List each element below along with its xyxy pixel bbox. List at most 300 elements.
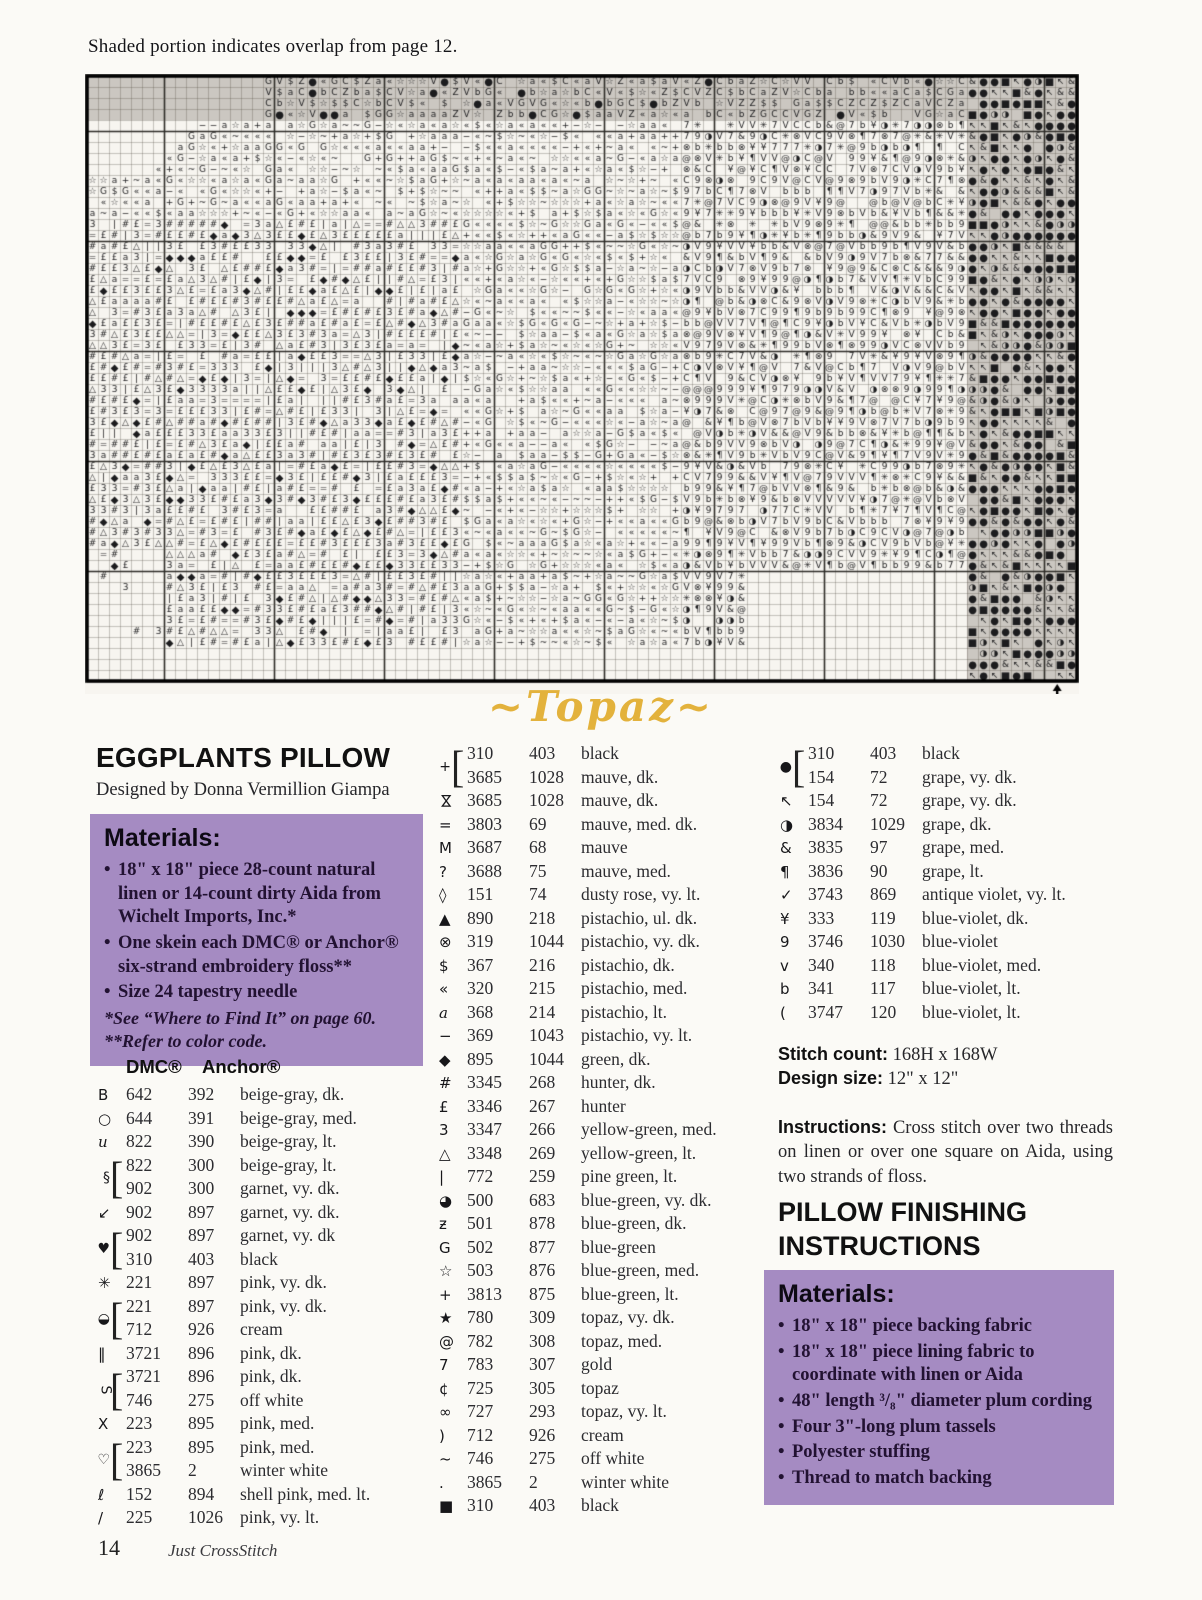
color-key-symbol-icon: § bbox=[103, 1170, 110, 1186]
anchor-number: 74 bbox=[529, 884, 547, 904]
dmc-number: 319 bbox=[467, 931, 494, 951]
finishing-materials-item: • 18" x 18" piece lining fabric to coordinate with linen or Aida bbox=[778, 1341, 1100, 1388]
anchor-number: 69 bbox=[529, 813, 547, 834]
color-key-symbol bbox=[437, 1192, 467, 1210]
dmc-number: 890 bbox=[467, 907, 494, 928]
dmc-number: 783 bbox=[467, 1354, 494, 1374]
color-key-row bbox=[126, 1178, 441, 1202]
color-key-row bbox=[437, 1025, 782, 1049]
color-key-row bbox=[437, 1260, 782, 1284]
dmc-number: 3685 bbox=[467, 766, 502, 787]
anchor-number: 307 bbox=[529, 1354, 556, 1374]
design-details bbox=[778, 1044, 1113, 1189]
dmc-number: 310 bbox=[808, 743, 835, 763]
dmc-number: 223 bbox=[126, 1413, 153, 1433]
color-name: pistachio, vy. lt. bbox=[581, 1025, 693, 1045]
color-key-symbol bbox=[96, 1241, 110, 1257]
color-key-symbol bbox=[96, 1452, 110, 1468]
dmc-number: 3865 bbox=[126, 1460, 161, 1480]
dmc-number: 369 bbox=[467, 1025, 494, 1045]
color-key-symbol-icon: ~ bbox=[439, 1450, 452, 1468]
dmc-number: 712 bbox=[467, 1424, 494, 1445]
color-key-symbol-icon: − bbox=[439, 1027, 452, 1045]
bracket-icon: [ bbox=[792, 740, 806, 792]
color-name: beige-gray, dk. bbox=[240, 1084, 345, 1104]
dmc-number: 3685 bbox=[467, 790, 502, 810]
dmc-number: 895 bbox=[467, 1048, 494, 1069]
dmc-number: 3347 bbox=[467, 1119, 502, 1139]
bracket-icon: [ bbox=[110, 1152, 124, 1203]
color-key-row bbox=[437, 1096, 782, 1120]
color-key-symbol bbox=[96, 1382, 114, 1398]
color-name: gold bbox=[581, 1354, 613, 1374]
dmc-number: 712 bbox=[126, 1319, 153, 1339]
color-key-row bbox=[778, 790, 1123, 814]
color-key-row bbox=[437, 955, 782, 979]
color-key-symbol-icon: ◆ bbox=[439, 1050, 451, 1069]
color-key-row bbox=[437, 790, 782, 814]
dmc-number: 367 bbox=[467, 954, 494, 975]
color-name: mauve, med. dk. bbox=[581, 813, 698, 834]
dmc-number: 3345 bbox=[467, 1072, 502, 1092]
color-name: topaz, med. bbox=[581, 1330, 663, 1351]
color-name: mauve, dk. bbox=[581, 766, 659, 787]
color-key-symbol-icon: S bbox=[97, 1385, 114, 1394]
anchor-number: 72 bbox=[870, 790, 888, 810]
color-key-row bbox=[437, 1143, 782, 1167]
color-name: winter white bbox=[240, 1460, 328, 1480]
dmc-number: 501 bbox=[467, 1213, 494, 1233]
color-key-symbol-icon: ○ bbox=[98, 1109, 112, 1128]
color-key-row bbox=[437, 1119, 782, 1143]
color-key-row bbox=[778, 837, 1123, 861]
color-name: green, dk. bbox=[581, 1048, 651, 1069]
color-key-symbol bbox=[96, 1274, 126, 1292]
finishing-materials-list bbox=[778, 1315, 1100, 1491]
materials-item: • Size 24 tapestry needle bbox=[104, 981, 409, 1005]
color-key-symbol-icon: ? bbox=[439, 862, 447, 881]
color-name: beige-gray, lt. bbox=[240, 1131, 337, 1151]
anchor-number: 293 bbox=[529, 1401, 556, 1421]
color-key-row bbox=[437, 1049, 782, 1073]
dmc-number: 151 bbox=[467, 884, 494, 904]
color-name: hunter, dk. bbox=[581, 1072, 656, 1092]
dmc-number: 725 bbox=[467, 1377, 494, 1398]
color-key-row bbox=[778, 884, 1123, 908]
color-name: blue-violet, lt. bbox=[922, 978, 1021, 998]
color-key-row bbox=[437, 1307, 782, 1331]
dmc-number: 822 bbox=[126, 1131, 153, 1151]
color-key-symbol-icon: ◑ bbox=[780, 815, 794, 834]
materials-footnote: **Refer to color code. bbox=[104, 1031, 267, 1052]
color-key-symbol bbox=[778, 759, 792, 775]
color-key-row bbox=[437, 884, 782, 908]
color-key-pair-row bbox=[96, 1363, 441, 1415]
color-key-symbol bbox=[778, 816, 808, 834]
color-key-row bbox=[778, 861, 1123, 885]
anchor-number: 214 bbox=[529, 1001, 556, 1022]
design-size-label: Design size: bbox=[778, 1068, 884, 1088]
color-key-row bbox=[437, 1354, 782, 1378]
anchor-number: 1026 bbox=[188, 1507, 223, 1527]
color-name: blue-violet, lt. bbox=[922, 1001, 1021, 1022]
pattern-grid-canvas bbox=[85, 74, 1079, 694]
color-key-row bbox=[96, 1202, 441, 1226]
anchor-number: 869 bbox=[870, 884, 897, 904]
color-name: winter white bbox=[581, 1471, 669, 1492]
color-key-pair-row bbox=[778, 740, 1123, 792]
anchor-number: 309 bbox=[529, 1307, 556, 1327]
color-key-symbol bbox=[437, 886, 467, 904]
color-key-symbol-icon: « bbox=[439, 980, 449, 998]
dmc-number: 502 bbox=[467, 1236, 494, 1257]
color-name: garnet, vy. dk. bbox=[240, 1178, 340, 1198]
color-key-symbol bbox=[437, 957, 467, 975]
color-key-symbol-icon: ● bbox=[779, 758, 792, 775]
anchor-number: 275 bbox=[188, 1389, 215, 1410]
color-name: hunter bbox=[581, 1095, 626, 1116]
color-key-column-2 bbox=[437, 740, 782, 1519]
color-name: pink, dk. bbox=[240, 1342, 302, 1363]
anchor-number: 275 bbox=[529, 1448, 556, 1468]
dmc-number: 3836 bbox=[808, 860, 843, 881]
anchor-number: 403 bbox=[529, 1495, 556, 1515]
color-name: grape, vy. dk. bbox=[922, 766, 1017, 787]
color-key-symbol bbox=[437, 792, 467, 810]
color-name: pistachio, ul. dk. bbox=[581, 907, 698, 928]
color-key-row bbox=[437, 1284, 782, 1308]
anchor-number: 259 bbox=[529, 1166, 556, 1186]
stitch-count-value: 168H x 168W bbox=[892, 1045, 998, 1065]
page-title: EGGPLANTS PILLOW bbox=[96, 742, 391, 773]
color-name: mauve, med. bbox=[581, 860, 671, 881]
anchor-number: 1029 bbox=[870, 813, 905, 834]
color-key-row bbox=[96, 1507, 441, 1531]
color-key-symbol bbox=[437, 1450, 467, 1468]
anchor-number: 403 bbox=[529, 743, 556, 763]
color-key-symbol-icon: u bbox=[98, 1133, 108, 1151]
dmc-number: 320 bbox=[467, 978, 494, 998]
anchor-number: 68 bbox=[529, 837, 547, 857]
dmc-number: 3687 bbox=[467, 837, 502, 857]
color-name: garnet, vy. dk. bbox=[240, 1201, 340, 1222]
color-key-symbol bbox=[96, 1311, 110, 1327]
dmc-number: 780 bbox=[467, 1307, 494, 1327]
dmc-number: 152 bbox=[126, 1483, 153, 1504]
color-key-header bbox=[96, 1056, 426, 1078]
color-key-symbol bbox=[437, 980, 467, 998]
anchor-number: 895 bbox=[188, 1413, 215, 1433]
dmc-number: 154 bbox=[808, 790, 835, 810]
color-key-symbol bbox=[778, 886, 808, 904]
dmc-number: 3348 bbox=[467, 1142, 502, 1163]
color-key-symbol bbox=[437, 1051, 467, 1069]
bracket-icon: [ bbox=[451, 740, 465, 792]
color-key-row bbox=[808, 767, 1123, 791]
color-key-symbol bbox=[778, 839, 808, 857]
anchor-number: 895 bbox=[188, 1436, 215, 1457]
color-name: beige-gray, med. bbox=[240, 1107, 357, 1128]
color-key-symbol-icon: G bbox=[439, 1238, 451, 1257]
dmc-number: 3688 bbox=[467, 860, 502, 881]
color-key-symbol bbox=[96, 1133, 126, 1151]
color-key-symbol-icon: + bbox=[439, 1285, 452, 1304]
dmc-number: 310 bbox=[467, 1495, 494, 1515]
materials-list bbox=[104, 859, 409, 1005]
materials-item: • 18" x 18" piece 28-count natural linen or 14-count dirty Aida from Wichelt Imports, Inc.* bbox=[104, 859, 409, 930]
color-key-symbol bbox=[437, 1239, 467, 1257]
color-key-symbol bbox=[778, 933, 808, 951]
color-name: black bbox=[581, 743, 619, 763]
color-name: pine green, lt. bbox=[581, 1166, 678, 1186]
color-key-pair-row bbox=[437, 740, 782, 792]
color-key-row bbox=[437, 1448, 782, 1472]
anchor-number: 1044 bbox=[529, 931, 564, 951]
color-key-symbol-icon: + bbox=[439, 758, 451, 775]
anchor-number: 403 bbox=[188, 1248, 215, 1269]
color-name: blue-violet bbox=[922, 931, 998, 951]
anchor-number: 683 bbox=[529, 1189, 556, 1210]
color-key-row bbox=[467, 743, 782, 767]
color-key-symbol bbox=[437, 1121, 467, 1139]
color-key-symbol-icon: ■ bbox=[439, 1497, 454, 1515]
anchor-header: Anchor® bbox=[202, 1056, 281, 1077]
dmc-number: 902 bbox=[126, 1178, 153, 1198]
anchor-number: 392 bbox=[188, 1084, 215, 1104]
color-name: topaz, vy. dk. bbox=[581, 1307, 675, 1327]
color-key-symbol bbox=[96, 1509, 126, 1527]
color-key-symbol-icon: ★ bbox=[439, 1309, 453, 1327]
finishing-materials-item: • Thread to match backing bbox=[778, 1467, 1100, 1491]
anchor-number: 2 bbox=[188, 1460, 197, 1480]
color-key-symbol bbox=[437, 1497, 467, 1515]
dmc-number: 310 bbox=[467, 743, 494, 763]
materials-box bbox=[90, 814, 423, 1066]
color-name: grape, lt. bbox=[922, 860, 984, 881]
dmc-number: 341 bbox=[808, 978, 835, 998]
color-key-symbol bbox=[778, 910, 808, 928]
color-key-symbol-icon: 3 bbox=[439, 1121, 449, 1139]
dmc-number: 154 bbox=[808, 766, 835, 787]
color-key-symbol-icon: 7 bbox=[439, 1356, 449, 1374]
color-key-symbol-icon: ¥ bbox=[780, 909, 790, 928]
color-key-symbol bbox=[778, 980, 808, 998]
color-name: black bbox=[581, 1495, 619, 1515]
instructions-text: Cross stitch over two threads on linen or over one square on Aida, using two strands of floss. bbox=[778, 1118, 1114, 1187]
color-key-symbol bbox=[778, 792, 808, 810]
color-name: yellow-green, lt. bbox=[581, 1142, 697, 1163]
color-name: blue-violet, dk. bbox=[922, 907, 1029, 928]
color-key-symbol-icon: ƶ bbox=[439, 1215, 447, 1233]
color-name: pistachio, vy. dk. bbox=[581, 931, 700, 951]
color-key-symbol bbox=[96, 1086, 126, 1104]
color-name: cream bbox=[240, 1319, 283, 1339]
anchor-number: 403 bbox=[870, 743, 897, 763]
color-name: garnet, vy. dk bbox=[240, 1225, 336, 1245]
color-key-symbol-icon: 9 bbox=[780, 933, 790, 951]
color-name: grape, vy. dk. bbox=[922, 790, 1017, 810]
color-key-row bbox=[437, 908, 782, 932]
color-key-row bbox=[778, 814, 1123, 838]
color-key-symbol-icon: ) bbox=[439, 1426, 445, 1445]
color-key-symbol-icon: ↖ bbox=[780, 792, 793, 810]
color-key-symbol bbox=[437, 1333, 467, 1351]
color-key-row bbox=[437, 1331, 782, 1355]
color-key-symbol bbox=[437, 1145, 467, 1163]
color-key-row bbox=[437, 1237, 782, 1261]
dmc-number: 340 bbox=[808, 954, 835, 975]
dmc-number: 3813 bbox=[467, 1283, 502, 1304]
color-name: pistachio, dk. bbox=[581, 954, 675, 975]
color-key-symbol bbox=[437, 1074, 467, 1092]
color-name: pink, med. bbox=[240, 1413, 315, 1433]
anchor-number: 897 bbox=[188, 1272, 215, 1292]
dmc-number: 225 bbox=[126, 1507, 153, 1527]
instructions-label: Instructions: bbox=[778, 1117, 888, 1137]
dmc-number: 644 bbox=[126, 1107, 153, 1128]
cross-stitch-chart bbox=[85, 74, 1079, 694]
color-key-symbol bbox=[437, 1215, 467, 1233]
dmc-number: 746 bbox=[467, 1448, 494, 1468]
color-key-symbol-icon: $ bbox=[439, 956, 449, 975]
color-key-symbol-icon: △ bbox=[439, 1144, 451, 1163]
anchor-number: 218 bbox=[529, 907, 556, 928]
color-key-symbol bbox=[96, 1170, 110, 1186]
dmc-number: 3747 bbox=[808, 1001, 843, 1022]
color-key-row bbox=[778, 978, 1123, 1002]
color-key-symbol-icon: = bbox=[439, 815, 452, 834]
color-key-symbol-icon: ⋈ bbox=[437, 793, 456, 809]
color-key-symbol-icon: ( bbox=[780, 1003, 786, 1022]
overlap-note: Shaded portion indicates overlap from page 12. bbox=[88, 36, 458, 57]
materials-footnotes bbox=[104, 1007, 409, 1054]
color-name: off white bbox=[240, 1389, 304, 1410]
color-name: blue-violet, med. bbox=[922, 954, 1042, 975]
color-key-symbol-icon: v bbox=[780, 956, 789, 975]
anchor-number: 300 bbox=[188, 1178, 215, 1198]
anchor-number: 90 bbox=[870, 860, 888, 881]
color-key-symbol-icon: @ bbox=[439, 1332, 454, 1351]
finishing-materials-item: • Four 3"-long plum tassels bbox=[778, 1416, 1100, 1440]
anchor-number: 897 bbox=[188, 1295, 215, 1316]
anchor-number: 308 bbox=[529, 1330, 556, 1351]
dmc-number: 3721 bbox=[126, 1342, 161, 1363]
anchor-number: 266 bbox=[529, 1119, 556, 1139]
color-key-symbol-icon: ℓ bbox=[98, 1485, 105, 1504]
finishing-materials-heading: Materials: bbox=[778, 1280, 895, 1308]
color-key-symbol bbox=[96, 1204, 126, 1222]
color-key-symbol bbox=[437, 933, 467, 951]
dmc-number: 822 bbox=[126, 1154, 153, 1175]
dmc-number: 333 bbox=[808, 907, 835, 928]
dmc-number: 221 bbox=[126, 1272, 153, 1292]
color-name: pistachio, lt. bbox=[581, 1001, 668, 1022]
color-name: shell pink, med. lt. bbox=[240, 1483, 371, 1504]
anchor-number: 300 bbox=[188, 1154, 215, 1175]
color-key-symbol-icon: | bbox=[439, 1168, 445, 1186]
color-key-symbol bbox=[96, 1486, 126, 1504]
color-key-row bbox=[126, 1319, 441, 1343]
dmc-number: 500 bbox=[467, 1189, 494, 1210]
color-key-symbol bbox=[778, 1004, 808, 1022]
anchor-number: 894 bbox=[188, 1483, 215, 1504]
bracket-icon: [ bbox=[110, 1434, 124, 1485]
color-key-row bbox=[437, 1401, 782, 1425]
color-key-row bbox=[126, 1249, 441, 1273]
anchor-number: 120 bbox=[870, 1001, 897, 1022]
color-key-pair-row bbox=[96, 1293, 441, 1344]
color-key-pair-row bbox=[96, 1152, 441, 1203]
color-name: black bbox=[922, 743, 960, 763]
color-key-symbol bbox=[437, 1309, 467, 1327]
color-key-symbol-icon: ◕ bbox=[439, 1191, 453, 1210]
anchor-number: 875 bbox=[529, 1283, 556, 1304]
color-key-row bbox=[437, 978, 782, 1002]
color-key-symbol-icon: ↙ bbox=[98, 1203, 111, 1222]
color-name: grape, dk. bbox=[922, 813, 992, 834]
color-key-symbol bbox=[437, 863, 467, 881]
anchor-number: 72 bbox=[870, 766, 888, 787]
color-key-row bbox=[467, 767, 782, 791]
anchor-number: 897 bbox=[188, 1201, 215, 1222]
dmc-number: 902 bbox=[126, 1201, 153, 1222]
dmc-number: 368 bbox=[467, 1001, 494, 1022]
color-key-row bbox=[96, 1484, 441, 1508]
color-name: topaz bbox=[581, 1377, 619, 1398]
color-name: beige-gray, lt. bbox=[240, 1154, 337, 1175]
color-key-symbol-icon: M bbox=[439, 839, 452, 857]
stitch-count-label: Stitch count: bbox=[778, 1044, 888, 1064]
dmc-number: 3803 bbox=[467, 813, 502, 834]
color-name: dusty rose, vy. lt. bbox=[581, 884, 701, 904]
color-key-row bbox=[437, 837, 782, 861]
color-key-symbol bbox=[437, 1474, 467, 1492]
materials-footnote: *See “Where to Find It” on page 60. bbox=[104, 1008, 377, 1029]
anchor-number: 117 bbox=[870, 978, 896, 998]
finishing-materials-item: • 18" x 18" piece backing fabric bbox=[778, 1315, 1100, 1339]
color-name: antique violet, vy. lt. bbox=[922, 884, 1066, 904]
color-key-row bbox=[96, 1108, 441, 1132]
color-name: cream bbox=[581, 1424, 624, 1445]
magazine-name: Just CrossStitch bbox=[168, 1541, 278, 1560]
dmc-number: 223 bbox=[126, 1436, 153, 1457]
anchor-number: 305 bbox=[529, 1377, 556, 1398]
color-name: blue-green, med. bbox=[581, 1260, 700, 1280]
color-key-row bbox=[437, 814, 782, 838]
anchor-number: 269 bbox=[529, 1142, 556, 1163]
color-key-symbol-icon: ✳ bbox=[98, 1274, 111, 1292]
dmc-header: DMC® bbox=[126, 1056, 182, 1077]
anchor-number: 897 bbox=[188, 1225, 215, 1245]
color-key-symbol bbox=[778, 863, 808, 881]
anchor-number: 926 bbox=[188, 1319, 215, 1339]
anchor-number: 119 bbox=[870, 907, 896, 928]
color-key-column-1 bbox=[96, 1084, 441, 1531]
color-key-row bbox=[778, 1002, 1123, 1026]
color-name: pink, vy. dk. bbox=[240, 1272, 327, 1292]
anchor-number: 216 bbox=[529, 954, 556, 975]
color-key-row bbox=[778, 955, 1123, 979]
bracket-icon: [ bbox=[110, 1222, 124, 1274]
anchor-number: 876 bbox=[529, 1260, 556, 1280]
designer-byline: Designed by Donna Vermillion Giampa bbox=[96, 780, 390, 800]
anchor-number: 267 bbox=[529, 1095, 556, 1116]
color-key-symbol bbox=[437, 1356, 467, 1374]
dmc-number: 3721 bbox=[126, 1366, 161, 1386]
anchor-number: 97 bbox=[870, 837, 888, 857]
color-name: pink, vy. lt. bbox=[240, 1507, 320, 1527]
color-key-row bbox=[96, 1131, 441, 1155]
